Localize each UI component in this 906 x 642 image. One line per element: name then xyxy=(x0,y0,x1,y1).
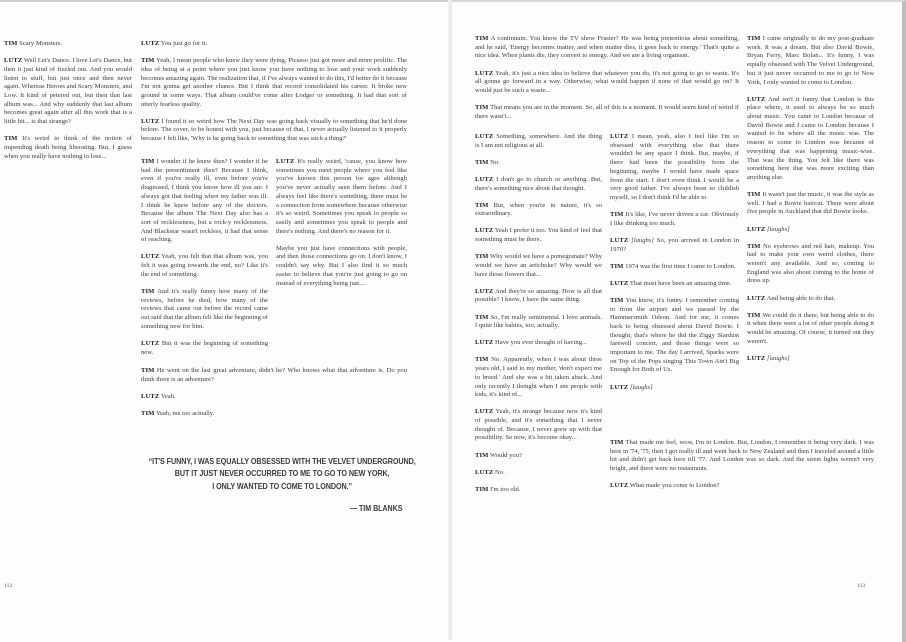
speaker-name: LUTZ xyxy=(610,236,629,244)
speaker-name: TIM xyxy=(475,158,489,166)
dialogue-paragraph xyxy=(475,288,602,305)
left-wide-bottom xyxy=(141,367,407,427)
page-number-right: 113 xyxy=(857,583,866,589)
dialogue-text: So, you arrived in London in 1970? xyxy=(610,236,739,253)
dialogue-text: I mean, yeah, also I feel like I'm so obsessed with everything else that there wouldn't be any space I think. But, maybe, if there had been the possibility from the beginning, maybe I would have made space from the start. I don't even think I would be a very good father. I've always been so childish myself, so I don't think I'd be able to. xyxy=(610,133,739,201)
speaker-name: LUTZ xyxy=(475,287,494,295)
speaker-name: LUTZ xyxy=(141,392,160,400)
speaker-name: TIM xyxy=(747,35,761,42)
dialogue-text: I found it so weird how The Next Day was going back visually to something that he'd done before. The cover, to be honest with you, just because of that, I never actually listened to it properly because I felt like, 'Why is he going back to something that was such a thing?' xyxy=(141,117,407,143)
dialogue-text: Why would we have a pomegranate? Why would we have an artichoke? Why would we have those flowers that... xyxy=(475,253,603,278)
dialogue-paragraph xyxy=(610,280,739,289)
speaker-name: TIM xyxy=(475,451,489,459)
dialogue-paragraph xyxy=(475,486,602,495)
speaker-name: LUTZ xyxy=(475,69,494,77)
dialogue-paragraph xyxy=(747,96,874,183)
dialogue-text: Something, somewhere. And the thing is I am not religious at all. xyxy=(475,133,602,149)
dialogue-paragraph xyxy=(475,35,739,61)
speaker-name: TIM xyxy=(475,313,489,321)
speaker-name: TIM xyxy=(141,367,155,374)
left-col-2 xyxy=(141,158,268,366)
dialogue-text: 1974 was the first time I came to London. xyxy=(625,262,736,270)
dialogue-paragraph xyxy=(747,312,874,347)
dialogue-paragraph xyxy=(141,118,407,144)
pull-quote-attribution: — TIM BLANKS xyxy=(350,504,403,513)
stage-direction: [laughs] xyxy=(767,225,790,233)
dialogue-paragraph xyxy=(610,211,739,228)
stage-direction: [laughs] xyxy=(631,236,654,244)
dialogue-paragraph xyxy=(475,70,739,96)
dialogue-text: Yeah, you felt that that album was, you felt it was going towards the end, no? Like it's the end of something. xyxy=(141,253,269,278)
speaker-name: TIM xyxy=(475,35,489,42)
dialogue-text: Well Let's Dance. I love Let's Dance, but then it just kind of fizzled out. And you would listen to stuff, but just once and then never again. Whereas Heroes and Scary Monsters, and Low. It kind of petered out, but then that last album was... And why suddenly that last album becomes great again after all this work that is a little bit... is that strange? xyxy=(4,57,132,126)
speaker-name: LUTZ xyxy=(475,339,494,347)
dialogue-text: It's really weird, 'cause, you know how sometimes you meet people where you feel like you've known this person for ages although you've never actually seen them before. And I always feel like there's something, there must be a connection from somewhere because otherwise it's so weird. Sometimes you speak to people so easily and sometimes you speak to people and there's nothing. And there's no reason for it. xyxy=(276,158,407,235)
speaker-name: LUTZ xyxy=(610,279,629,287)
speaker-name: TIM xyxy=(475,485,489,493)
dialogue-text: Yeah, it's strange because now it's kind of possible, and it's something that I never thought of. Because, I never grew up with that possibility. So now, it's become okay... xyxy=(475,408,602,442)
dialogue-text: I wonder if he knew then? I wonder if he had the presentiment then? Because I think, even if you're really ill, even before you're diagnosed, I think you know how ill you are. I always got that feeling when my father was ill. I think he knew before any of the doctors. Because the album The Next Day also has a sort of recklessness, but a rock-y recklessness. And Blackstar wasn't reckless, it had that sense of reaching. xyxy=(141,158,269,244)
dialogue-text: And being able to do that. xyxy=(766,294,836,302)
dialogue-paragraph xyxy=(475,469,602,478)
speaker-name: TIM xyxy=(610,296,624,304)
dialogue-text: But, when you're in nature, it's so extraordinary. xyxy=(475,201,602,218)
dialogue-paragraph xyxy=(610,384,739,393)
dialogue-paragraph xyxy=(141,57,407,109)
dialogue-paragraph xyxy=(141,410,407,419)
pull-quote-line: BUT IT JUST NEVER OCCURRED TO ME TO GO TO NEW YORK, xyxy=(174,468,390,479)
dialogue-text: We could do it there, but being able to do it when there were a lot of other people doing it would be amazing. Of course, it turned out they weren't. xyxy=(747,311,874,345)
dialogue-text: Would you? xyxy=(490,451,522,459)
speaker-name: TIM xyxy=(475,253,489,261)
speaker-name: LUTZ xyxy=(610,482,629,490)
dialogue-text: It's like, I've never driven a car. Obviously I like drinking too much. xyxy=(610,211,739,227)
dialogue-paragraph xyxy=(475,253,602,279)
dialogue-paragraph xyxy=(747,226,874,235)
dialogue-paragraph xyxy=(276,245,407,289)
dialogue-paragraph xyxy=(610,439,874,474)
dialogue-text: That made me feel, wow, I'm in London. But, London, I remember it being very dark. I was here in '74, '75, then I got really ill and went back to New Zealand and then I traveled around a little bit and didn't get back here till '77. And London was so dark. And the street lights weren't very bright, and there were no restaurants. xyxy=(610,439,874,473)
left-col-1 xyxy=(4,40,132,170)
speaker-name: LUTZ xyxy=(475,133,494,140)
dialogue-paragraph xyxy=(4,57,132,127)
speaker-name: TIM xyxy=(475,201,489,209)
speaker-name: LUTZ xyxy=(475,408,494,416)
dialogue-paragraph xyxy=(610,297,739,375)
dialogue-paragraph xyxy=(4,40,132,49)
speaker-name: LUTZ xyxy=(141,253,160,261)
dialogue-text: A continuum. You know the TV show Frasier? He was being pretentious about something, and he said, 'Energy becomes matter, and when matter dies, it goes back to energy.' That's quite a nice idea. When plants die, they convert to energy. And we are a living organism. xyxy=(475,35,739,60)
stage-direction: [laughs] xyxy=(630,383,653,391)
speaker-name: LUTZ xyxy=(747,294,766,302)
dialogue-text: And they're so amazing. How is all that possible? I know, I have the same thing. xyxy=(475,287,602,304)
speaker-name: TIM xyxy=(475,104,489,111)
speaker-name: LUTZ xyxy=(610,133,629,140)
speaker-name: LUTZ xyxy=(475,175,494,183)
dialogue-text: It wasn't just the music, it was the style as well. I had a Bowie haircut. There were about five people in Auckland that did Bowie looks. xyxy=(747,191,874,216)
dialogue-text: I came originally to do my post-graduate work. It was a dream. But also David Bowie, Bryan Ferry, Marc Bolan... It's funny, I was equally obsessed with The Velvet Underground, but it just never occurred to me to go to New York, I only wanted to come to London. xyxy=(747,35,874,86)
right-wide-bottom xyxy=(610,439,874,499)
dialogue-paragraph xyxy=(747,243,874,287)
dialogue-paragraph xyxy=(475,408,602,443)
speaker-name: TIM xyxy=(475,356,489,364)
dialogue-paragraph xyxy=(475,159,602,168)
dialogue-text: No. xyxy=(495,468,505,476)
dialogue-paragraph xyxy=(475,133,602,150)
dialogue-text: And it's really funny how many of the reviews, before he died, how many of the reviews that came out before the record came out said that the album felt like the beginning of something new for him. xyxy=(141,287,268,330)
dialogue-paragraph xyxy=(141,288,268,332)
speaker-name: LUTZ xyxy=(276,158,295,165)
right-col-2 xyxy=(610,133,739,401)
dialogue-text: No eyebrows and red hair, makeup. You had to make your own weird clothes, there weren't any available. And so, coming to England was also about coming to the home of dress up. xyxy=(747,242,875,285)
dialogue-paragraph xyxy=(475,104,739,121)
dialogue-paragraph xyxy=(747,295,874,304)
dialogue-paragraph xyxy=(475,176,602,193)
dialogue-text: He went on the last great adventure, didn't he? Who knows what that adventure is. Do you think there is an adventure? xyxy=(141,367,407,383)
dialogue-text: That means you are in the moment. So, all of this is a moment. It would seem kind of weird if there wasn't... xyxy=(475,104,739,120)
dialogue-text: Yeah, it's just a nice idea to believe that whatever you do, it's not going to go to waste. It's all gonna go forward in a way. Otherwise, what would happen if none of that would go on? It would just be such a waste... xyxy=(475,69,739,94)
speaker-name: LUTZ xyxy=(475,468,494,476)
dialogue-text: Yeah. xyxy=(160,392,176,400)
speaker-name: TIM xyxy=(747,191,761,199)
dialogue-text: It's weird to think of the notion of impending death being liberating. But, I guess when you really have nothing to lose... xyxy=(4,135,132,160)
dialogue-paragraph xyxy=(141,253,268,279)
speaker-name: TIM xyxy=(4,135,18,143)
dialogue-text: No. Apparently, when I was about three years old, I said to my mother, 'don't expect me to breed.' And she was a bit taken aback. And only recently I thought when I see people with kids, it's kind of... xyxy=(475,356,602,399)
dialogue-paragraph xyxy=(475,356,602,400)
speaker-name: LUTZ xyxy=(141,40,160,47)
speaker-name: TIM xyxy=(4,40,18,47)
speaker-name: TIM xyxy=(141,409,155,417)
dialogue-text: No. xyxy=(490,158,500,166)
pull-quote-line: “IT'S FUNNY, I WAS EQUALLY OBSESSED WITH THE VELVET UNDERGROUND, xyxy=(148,456,416,466)
left-page xyxy=(0,0,452,642)
speaker-name: LUTZ xyxy=(4,57,23,65)
dialogue-paragraph xyxy=(610,482,874,491)
dialogue-paragraph xyxy=(141,340,268,357)
dialogue-text: Yeah I prefer it too. You kind of feel that something must be there. xyxy=(475,227,603,244)
pull-quote-line: I ONLY WANTED TO COME TO LONDON.” xyxy=(212,480,353,491)
dialogue-text: Have you ever thought of having... xyxy=(495,339,587,347)
speaker-name: TIM xyxy=(747,311,761,319)
speaker-name: TIM xyxy=(747,242,761,250)
dialogue-paragraph xyxy=(475,314,602,331)
dialogue-text: What made you come to London? xyxy=(629,482,720,490)
speaker-name: TIM xyxy=(610,262,624,270)
dialogue-paragraph xyxy=(747,355,874,364)
dialogue-paragraph xyxy=(475,202,602,219)
pull-quote xyxy=(148,455,416,492)
dialogue-text: Maybe you just have connections with people, and then those connections go on. I don't know, I couldn't say why. But I also find it so much easier to believe that you're just going to go on instead of everything being just.... xyxy=(276,244,407,287)
dialogue-paragraph xyxy=(141,393,407,402)
dialogue-paragraph xyxy=(141,158,268,245)
dialogue-paragraph xyxy=(475,227,602,244)
speaker-name: TIM xyxy=(610,211,624,219)
dialogue-text: I don't go to church or anything. But, there's something nice about that thought. xyxy=(475,175,602,192)
dialogue-paragraph xyxy=(747,191,874,217)
left-col-3 xyxy=(276,158,407,297)
stage-direction: [laughs] xyxy=(767,354,790,362)
dialogue-text: You just go for it. xyxy=(160,40,208,47)
right-page xyxy=(452,0,906,642)
dialogue-text: And isn't it funny that London is this place where, it used to always be so much about music. You came to London because of David Bowie and I came to London because I wanted to be where all the music was. The reason to come to London was because of everything that was happening music-wise. That was the thing. You felt like there was something here that was more exciting than anything else. xyxy=(747,95,874,181)
dialogue-paragraph xyxy=(141,40,407,49)
right-col-1 xyxy=(475,133,602,503)
dialogue-text: Yeah, me too actually. xyxy=(155,409,215,417)
speaker-name: TIM xyxy=(141,287,155,295)
dialogue-paragraph xyxy=(747,35,874,87)
dialogue-paragraph xyxy=(276,158,407,236)
dialogue-text: I'm too old. xyxy=(490,485,521,493)
speaker-name: TIM xyxy=(141,57,155,65)
dialogue-text: That must have been an amazing time. xyxy=(629,279,732,287)
dialogue-paragraph xyxy=(475,339,602,348)
page-number-left: 112 xyxy=(4,583,13,589)
dialogue-text: So, I'm really sentimental. I love animals. I quite like babies, too, actually. xyxy=(475,313,602,330)
speaker-name: TIM xyxy=(610,439,624,446)
speaker-name: TIM xyxy=(141,158,155,165)
speaker-name: LUTZ xyxy=(475,227,494,235)
speaker-name: LUTZ xyxy=(747,95,766,103)
dialogue-text: Scary Monsters. xyxy=(19,40,63,47)
dialogue-text: You know, it's funny. I remember coming in from the airport and we passed by the Hammersmith Odeon. And for me, it comes back to being obsessed about David Bowie. I thought, that's where he did the Ziggy Stardust farewell concert, and those things were so important to me. The day I arrived, Sparks were on Top of the Pops singing This Town Ain't Big Enough for Both of Us. xyxy=(610,296,739,374)
speaker-name: LUTZ xyxy=(141,117,160,125)
speaker-name: LUTZ xyxy=(141,339,160,347)
speaker-name: LUTZ xyxy=(610,383,629,391)
dialogue-paragraph xyxy=(610,133,739,203)
dialogue-text: Yeah, I mean people who knew they were dying, Picasso just got more and more prolific. The idea of being at a point where you just know you have nothing to lose and your work suddenly becomes amazing again. The realization that, if I've always wanted to do this, I'd better do it because I'm not gonna get another chance. But I think that record consolidated his career. It broke new ground in some ways. That album could've come after Lodger or something. It had that sort of utterly fearless quality. xyxy=(141,57,407,108)
left-wide-top xyxy=(141,40,407,152)
dialogue-paragraph xyxy=(141,367,407,384)
dialogue-paragraph xyxy=(610,237,739,254)
speaker-name: LUTZ xyxy=(747,354,766,362)
right-col-3 xyxy=(747,35,874,372)
dialogue-paragraph xyxy=(4,135,132,161)
right-wide-top xyxy=(475,35,739,130)
dialogue-paragraph xyxy=(475,452,602,461)
dialogue-paragraph xyxy=(610,263,739,272)
dialogue-text: But it was the beginning of something new. xyxy=(141,339,268,356)
speaker-name: LUTZ xyxy=(747,225,766,233)
